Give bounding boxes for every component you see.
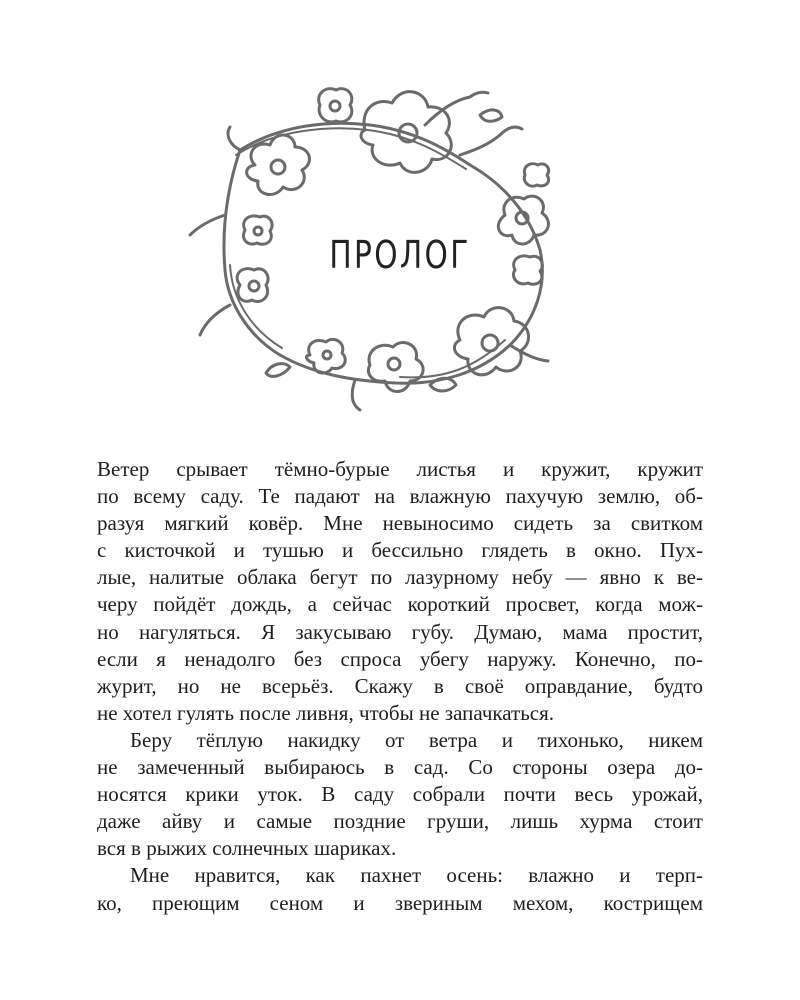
text-line: не замеченный выбираюсь в сад. Со стороны озера до- (97, 755, 703, 780)
text-line: Мне нравится, как пахнет осень: влажно и терп- (130, 863, 703, 888)
text-line: по всему саду. Те падают на влажную пахучую землю, об- (97, 484, 703, 509)
chapter-title: ПРОЛОГ (329, 233, 471, 277)
text-line: журит, но не всерьёз. Скажу в своё оправдание, будто (97, 673, 703, 698)
text-line: если я ненадолго без спроса убегу наружу. Конечно, по- (97, 646, 703, 671)
body-text (97, 456, 703, 917)
text-line: но нагуляться. Я закусываю губу. Думаю, мама простит, (97, 619, 703, 644)
text-line: лые, налитые облака бегут по лазурному небу — явно к ве- (97, 565, 703, 590)
text-line: разуя мягкий ковёр. Мне невыносимо сидеть за свитком (97, 511, 703, 536)
text-line: черу пойдёт дождь, а сейчас короткий просвет, когда мож- (97, 592, 703, 617)
text-line: Ветер срывает тёмно-бурые листья и кружит, кружит (97, 457, 703, 481)
text-line: Беру тёплую накидку от ветра и тихонько, никем (130, 727, 703, 752)
text-line: не хотел гулять после ливня, чтобы не запачкаться. (97, 700, 555, 725)
text-line: носятся крики уток. В саду собрали почти весь урожай, (97, 782, 703, 807)
text-line: с кисточкой и тушью и бессильно глядеть в окно. Пух- (97, 538, 703, 563)
text-line: даже айву и самые поздние груши, лишь хурма стоит (97, 809, 703, 834)
text-line: вся в рыжих солнечных шариках. (97, 836, 397, 861)
text-line: ко, преющим сеном и звериным мехом, кострищем (97, 890, 703, 915)
